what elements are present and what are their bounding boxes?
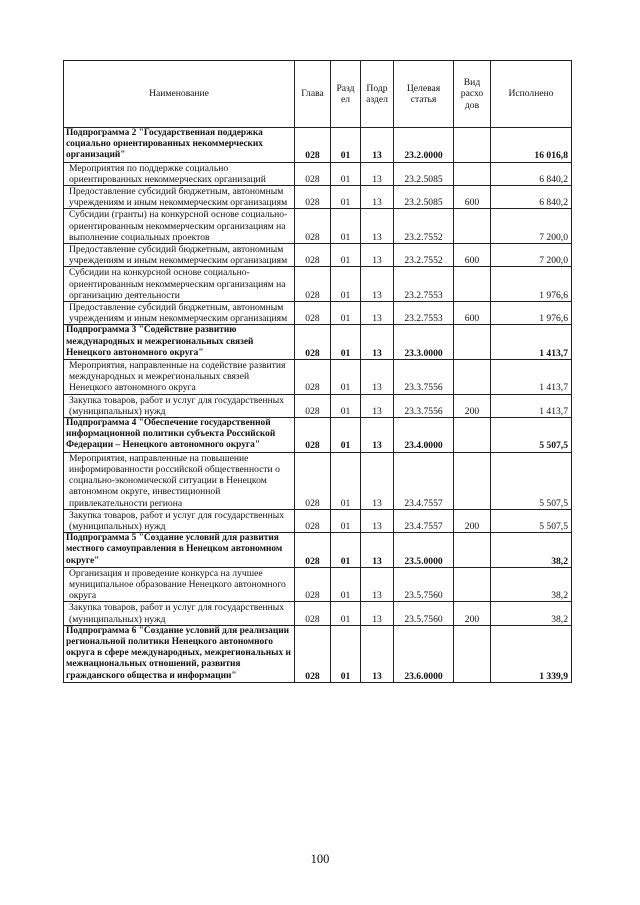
table-row <box>64 302 572 325</box>
cell-name: Закупка товаров, работ и услуг для государственных (муниципальных) нужд <box>64 509 295 532</box>
cell-podrazdel: 13 <box>361 244 394 267</box>
cell-vid <box>454 128 491 163</box>
cell-target: 23.2.7553 <box>394 267 454 302</box>
cell-glava: 028 <box>295 602 331 625</box>
cell-name: Мероприятия, направленные на содействие развития международных и межрегиональных связей Ненецкого автономного округа <box>64 360 295 395</box>
cell-target: 23.3.7556 <box>394 360 454 395</box>
header-vid: Вид расхо дов <box>454 61 491 128</box>
cell-name: Подпрограмма 3 "Содействие развитию международных и межрегиональных связей Ненецкого автономного округа" <box>64 325 295 360</box>
cell-vid: 600 <box>454 186 491 209</box>
cell-podrazdel: 13 <box>361 162 394 185</box>
header-target: Целевая статья <box>394 61 454 128</box>
cell-razdel: 01 <box>331 128 361 163</box>
table-row <box>64 533 572 568</box>
header-podrazdel: Подр аздел <box>361 61 394 128</box>
cell-amount: 1 976,6 <box>491 267 572 302</box>
cell-target: 23.2.0000 <box>394 128 454 163</box>
cell-glava: 028 <box>295 128 331 163</box>
cell-razdel: 01 <box>331 186 361 209</box>
cell-amount: 5 507,5 <box>491 509 572 532</box>
cell-vid <box>454 267 491 302</box>
cell-podrazdel: 13 <box>361 128 394 163</box>
cell-vid: 600 <box>454 244 491 267</box>
cell-glava: 028 <box>295 394 331 417</box>
cell-vid <box>454 325 491 360</box>
cell-target: 23.5.0000 <box>394 533 454 568</box>
table-body <box>64 128 572 683</box>
cell-vid <box>454 625 491 682</box>
cell-razdel: 01 <box>331 244 361 267</box>
cell-amount: 1 413,7 <box>491 360 572 395</box>
header-done: Исполнено <box>491 61 572 128</box>
cell-vid <box>454 533 491 568</box>
cell-target: 23.3.0000 <box>394 325 454 360</box>
cell-amount: 5 507,5 <box>491 418 572 453</box>
cell-glava: 028 <box>295 360 331 395</box>
cell-glava: 028 <box>295 162 331 185</box>
cell-name: Предоставление субсидий бюджетным, автономным учреждениям и иным некоммерческим организациям <box>64 302 295 325</box>
cell-amount: 38,2 <box>491 602 572 625</box>
cell-glava: 028 <box>295 267 331 302</box>
table-row <box>64 360 572 395</box>
cell-amount: 5 507,5 <box>491 452 572 509</box>
cell-vid <box>454 452 491 509</box>
cell-podrazdel: 13 <box>361 602 394 625</box>
cell-amount: 1 413,7 <box>491 325 572 360</box>
cell-target: 23.5.7560 <box>394 567 454 602</box>
table-row <box>64 162 572 185</box>
cell-amount: 7 200,0 <box>491 209 572 244</box>
cell-razdel: 01 <box>331 267 361 302</box>
cell-amount: 6 840,2 <box>491 186 572 209</box>
cell-target: 23.4.7557 <box>394 452 454 509</box>
page-number: 100 <box>310 852 330 866</box>
cell-podrazdel: 13 <box>361 209 394 244</box>
cell-target: 23.4.0000 <box>394 418 454 453</box>
cell-razdel: 01 <box>331 394 361 417</box>
cell-razdel: 01 <box>331 302 361 325</box>
cell-glava: 028 <box>295 186 331 209</box>
cell-name: Подпрограмма 4 "Обеспечение государственной информационной политики субъекта Российской Федерации – Ненецкого автономного округа" <box>64 418 295 453</box>
cell-name: Закупка товаров, работ и услуг для государственных (муниципальных) нужд <box>64 602 295 625</box>
cell-name: Субсидии (гранты) на конкурсной основе социально-ориентированным некоммерческим организациям на выполнение социальных проектов <box>64 209 295 244</box>
cell-amount: 1 413,7 <box>491 394 572 417</box>
table-row <box>64 128 572 163</box>
cell-podrazdel: 13 <box>361 267 394 302</box>
cell-vid <box>454 567 491 602</box>
cell-razdel: 01 <box>331 418 361 453</box>
cell-podrazdel: 13 <box>361 325 394 360</box>
cell-podrazdel: 13 <box>361 625 394 682</box>
cell-amount: 16 016,8 <box>491 128 572 163</box>
cell-target: 23.2.7552 <box>394 244 454 267</box>
cell-razdel: 01 <box>331 602 361 625</box>
cell-name: Субсидии на конкурсной основе социально-ориентированным некоммерческим организациям на организацию деятельности <box>64 267 295 302</box>
cell-amount: 38,2 <box>491 533 572 568</box>
cell-podrazdel: 13 <box>361 186 394 209</box>
cell-glava: 028 <box>295 533 331 568</box>
cell-target: 23.4.7557 <box>394 509 454 532</box>
cell-glava: 028 <box>295 509 331 532</box>
cell-target: 23.2.7552 <box>394 209 454 244</box>
cell-target: 23.2.5085 <box>394 162 454 185</box>
cell-podrazdel: 13 <box>361 418 394 453</box>
header-glava: Глава <box>295 61 331 128</box>
cell-razdel: 01 <box>331 325 361 360</box>
cell-razdel: 01 <box>331 360 361 395</box>
cell-podrazdel: 13 <box>361 302 394 325</box>
cell-podrazdel: 13 <box>361 394 394 417</box>
cell-amount: 7 200,0 <box>491 244 572 267</box>
cell-glava: 028 <box>295 209 331 244</box>
table-row <box>64 567 572 602</box>
cell-podrazdel: 13 <box>361 360 394 395</box>
table-row <box>64 209 572 244</box>
budget-table <box>63 60 572 683</box>
table-row <box>64 325 572 360</box>
cell-glava: 028 <box>295 567 331 602</box>
cell-name: Подпрограмма 2 "Государственная поддержка социально ориентированных некоммерческих организаций" <box>64 128 295 163</box>
table-row <box>64 602 572 625</box>
table-row <box>64 186 572 209</box>
table-row <box>64 509 572 532</box>
cell-razdel: 01 <box>331 452 361 509</box>
cell-name: Подпрограмма 5 "Создание условий для развития местного самоуправления в Ненецком автономном округе" <box>64 533 295 568</box>
cell-glava: 028 <box>295 325 331 360</box>
cell-vid <box>454 418 491 453</box>
cell-razdel: 01 <box>331 567 361 602</box>
cell-name: Предоставление субсидий бюджетным, автономным учреждениям и иным некоммерческим организациям <box>64 244 295 267</box>
cell-amount: 38,2 <box>491 567 572 602</box>
budget-table-sheet <box>63 60 571 683</box>
table-row <box>64 267 572 302</box>
cell-amount: 1 976,6 <box>491 302 572 325</box>
cell-vid <box>454 209 491 244</box>
cell-podrazdel: 13 <box>361 567 394 602</box>
cell-vid: 200 <box>454 394 491 417</box>
cell-razdel: 01 <box>331 625 361 682</box>
cell-target: 23.6.0000 <box>394 625 454 682</box>
cell-name: Подпрограмма 6 "Создание условий для реализации региональной политики Ненецкого автономного округа в сфере международных, межрегиональных и межнациональных отношений, развития гражданского общества и информации" <box>64 625 295 682</box>
cell-glava: 028 <box>295 452 331 509</box>
cell-razdel: 01 <box>331 162 361 185</box>
cell-razdel: 01 <box>331 209 361 244</box>
table-row <box>64 394 572 417</box>
cell-glava: 028 <box>295 244 331 267</box>
table-row <box>64 452 572 509</box>
cell-glava: 028 <box>295 302 331 325</box>
cell-podrazdel: 13 <box>361 509 394 532</box>
cell-vid <box>454 360 491 395</box>
cell-amount: 6 840,2 <box>491 162 572 185</box>
table-row <box>64 244 572 267</box>
cell-name: Предоставление субсидий бюджетным, автономным учреждениям и иным некоммерческим организациям <box>64 186 295 209</box>
cell-name: Мероприятия, направленные на повышение информированности российской общественности о социально-экономической ситуации в Ненецком автономном округе, инвестиционной привлекательности региона <box>64 452 295 509</box>
header-row <box>64 61 572 128</box>
cell-podrazdel: 13 <box>361 533 394 568</box>
cell-glava: 028 <box>295 418 331 453</box>
header-name: Наименование <box>64 61 295 128</box>
table-row <box>64 418 572 453</box>
cell-name: Организация и проведение конкурса на лучшее муниципальное образование Ненецкого автономного округа <box>64 567 295 602</box>
cell-target: 23.2.7553 <box>394 302 454 325</box>
cell-vid <box>454 162 491 185</box>
cell-razdel: 01 <box>331 533 361 568</box>
cell-target: 23.5.7560 <box>394 602 454 625</box>
cell-target: 23.2.5085 <box>394 186 454 209</box>
cell-amount: 1 339,9 <box>491 625 572 682</box>
cell-vid: 200 <box>454 602 491 625</box>
cell-name: Мероприятия по поддержке социально ориентированных некоммерческих организаций <box>64 162 295 185</box>
cell-vid: 600 <box>454 302 491 325</box>
header-razdel: Разд ел <box>331 61 361 128</box>
cell-razdel: 01 <box>331 509 361 532</box>
cell-name: Закупка товаров, работ и услуг для государственных (муниципальных) нужд <box>64 394 295 417</box>
cell-glava: 028 <box>295 625 331 682</box>
table-row <box>64 625 572 682</box>
cell-podrazdel: 13 <box>361 452 394 509</box>
cell-target: 23.3.7556 <box>394 394 454 417</box>
cell-vid: 200 <box>454 509 491 532</box>
